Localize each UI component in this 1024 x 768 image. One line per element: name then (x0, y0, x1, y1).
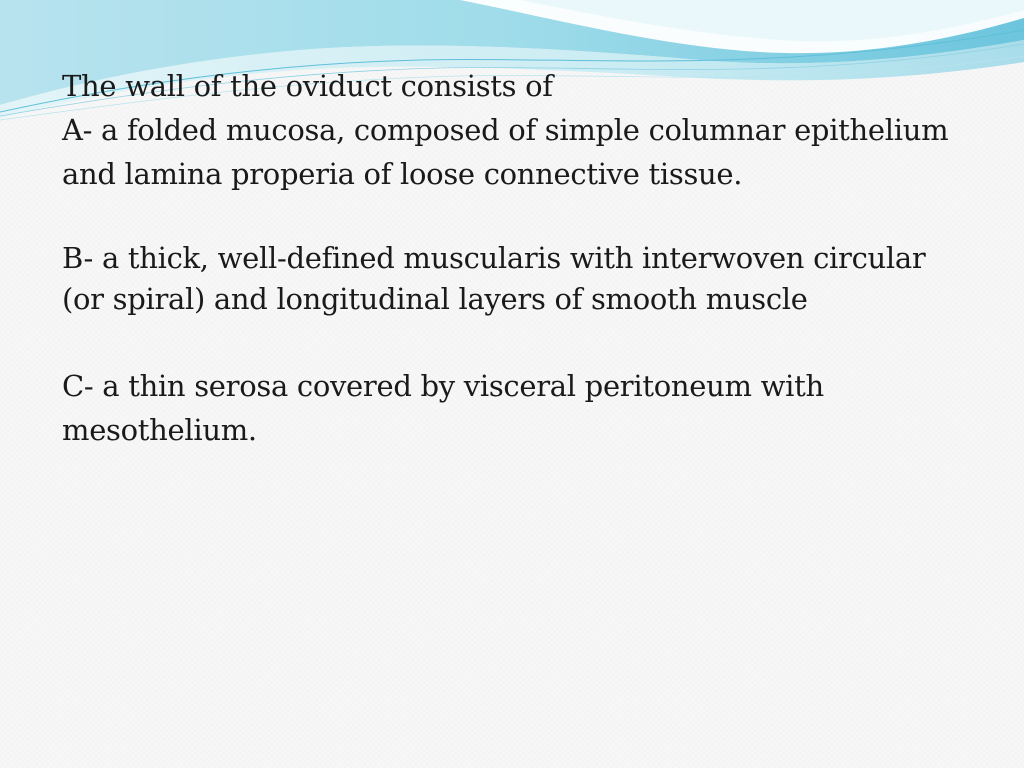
lead-text: The wall of the oviduct consists of (62, 69, 553, 103)
item-b: B- a thick, well-defined muscularis with interwoven circular (or spiral) and longitudinal layers of smooth muscle (62, 241, 926, 316)
slide-content (62, 64, 962, 452)
item-a: A- a folded mucosa, composed of simple columnar epithelium and lamina properia of loose connective tissue. (62, 113, 949, 191)
item-c: C- a thin serosa covered by visceral peritoneum with mesothelium. (62, 369, 824, 447)
